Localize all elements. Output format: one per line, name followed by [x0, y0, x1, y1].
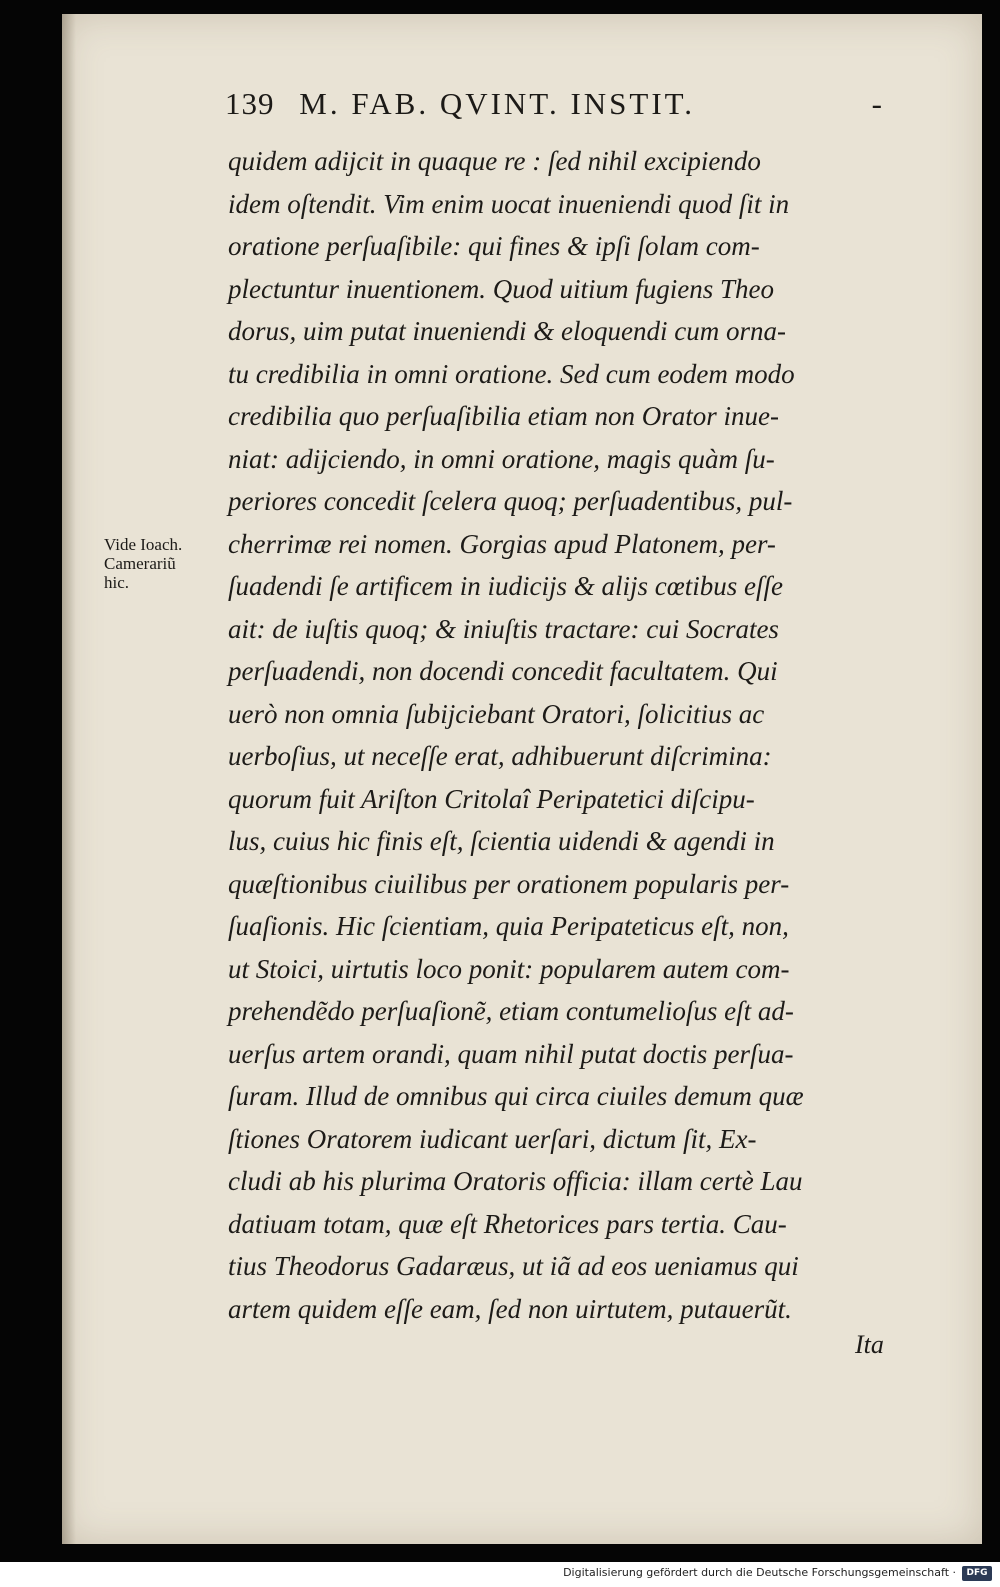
page-number: 139: [225, 86, 275, 121]
text-line: quorum fuit Ariſton Critolaî Peripatetici diſcipu-: [228, 783, 755, 814]
text-line: lus, cuius hic finis eſt, ſcientia uidendi & agendi in: [228, 826, 775, 856]
text-line: perſuadendi, non docendi concedit facultatem. Qui: [228, 656, 778, 686]
marginal-note-line: Camerariũ: [104, 554, 176, 573]
dfg-logo-icon: DFG: [962, 1566, 992, 1581]
text-line: plectuntur inuentionem. Quod uitium fugiens Theo: [228, 273, 774, 304]
text-line: periores concedit ſcelera quoq; perſuadentibus, pul-: [228, 486, 793, 516]
text-line: tius Theodorus Gadaræus, ut iã ad eos ueniamus qui: [228, 1251, 799, 1281]
text-line: uerò non omnia ſubijciebant Oratori, ſolicitius ac: [228, 698, 765, 729]
catchword: Ita: [855, 1330, 884, 1359]
footer-credit: Digitalisierung gefördert durch die Deutsche Forschungsgemeinschaft ·: [563, 1566, 956, 1579]
text-line: cludi ab his plurima Oratoris officia: illam certè Lau: [228, 1166, 803, 1196]
text-line: prehendẽdo perſuaſionẽ, etiam contumelioſus eſt ad-: [228, 996, 794, 1026]
text-line: cherrimæ rei nomen. Gorgias apud Platonem, per-: [228, 528, 776, 559]
text-line: dorus, uim putat inueniendi & eloquendi cum orna-: [228, 316, 786, 346]
running-title: M. FAB. QVINT. INSTIT.: [299, 86, 696, 121]
text-line: ſuaſionis. Hic ſcientiam, quia Peripateticus eſt, non,: [228, 911, 789, 941]
text-line: credibilia quo perſuaſibilia etiam non Orator inue-: [228, 401, 779, 431]
text-line: uerboſius, ut neceſſe erat, adhibuerunt diſcrimina:: [228, 741, 772, 771]
text-line: quidem adijcit in quaque re : ſed nihil excipiendo: [228, 146, 761, 176]
text-line: tu credibilia in omni oratione. Sed cum eodem modo: [228, 358, 795, 389]
text-line: uerſus artem orandi, quam nihil putat doctis perſua-: [228, 1038, 794, 1069]
text-line: niat: adijciendo, in omni oratione, magis quàm ſu-: [228, 443, 775, 474]
text-line: artem quidem eſſe eam, ſed non uirtutem, putauerũt.: [228, 1293, 792, 1324]
text-line: ſuram. Illud de omnibus qui circa ciuiles demum quæ: [228, 1081, 804, 1111]
text-line: datiuam totam, quæ eſt Rhetorices pars tertia. Cau-: [228, 1208, 787, 1239]
text-line: ut Stoici, uirtutis loco ponit: popularem autem com-: [228, 953, 790, 984]
marginal-note-line: hic.: [104, 573, 130, 592]
text-line: ſuadendi ſe artificem in iudicijs & alijs cœtibus eſſe: [228, 571, 783, 601]
running-head-dash: -: [871, 86, 885, 121]
text-line: oratione perſuaſibile: qui fines & ipſi ſolam com-: [228, 231, 760, 261]
text-line: ait: de iuſtis quoq; & iniuſtis tractare: cui Socrates: [228, 613, 779, 644]
body-text: [228, 140, 888, 1330]
marginal-note: [104, 535, 229, 592]
spine-shadow: [62, 14, 76, 1544]
running-head: [225, 86, 885, 130]
footer-bar: [0, 1562, 1000, 1587]
marginal-note-line: Vide Ioach.: [104, 535, 183, 554]
text-line: ſtiones Oratorem iudicant uerſari, dictum ſit, Ex-: [228, 1123, 757, 1154]
text-line: idem oſtendit. Vim enim uocat inueniendi quod ſit in: [228, 188, 790, 219]
text-line: quæſtionibus ciuilibus per orationem popularis per-: [228, 868, 790, 899]
